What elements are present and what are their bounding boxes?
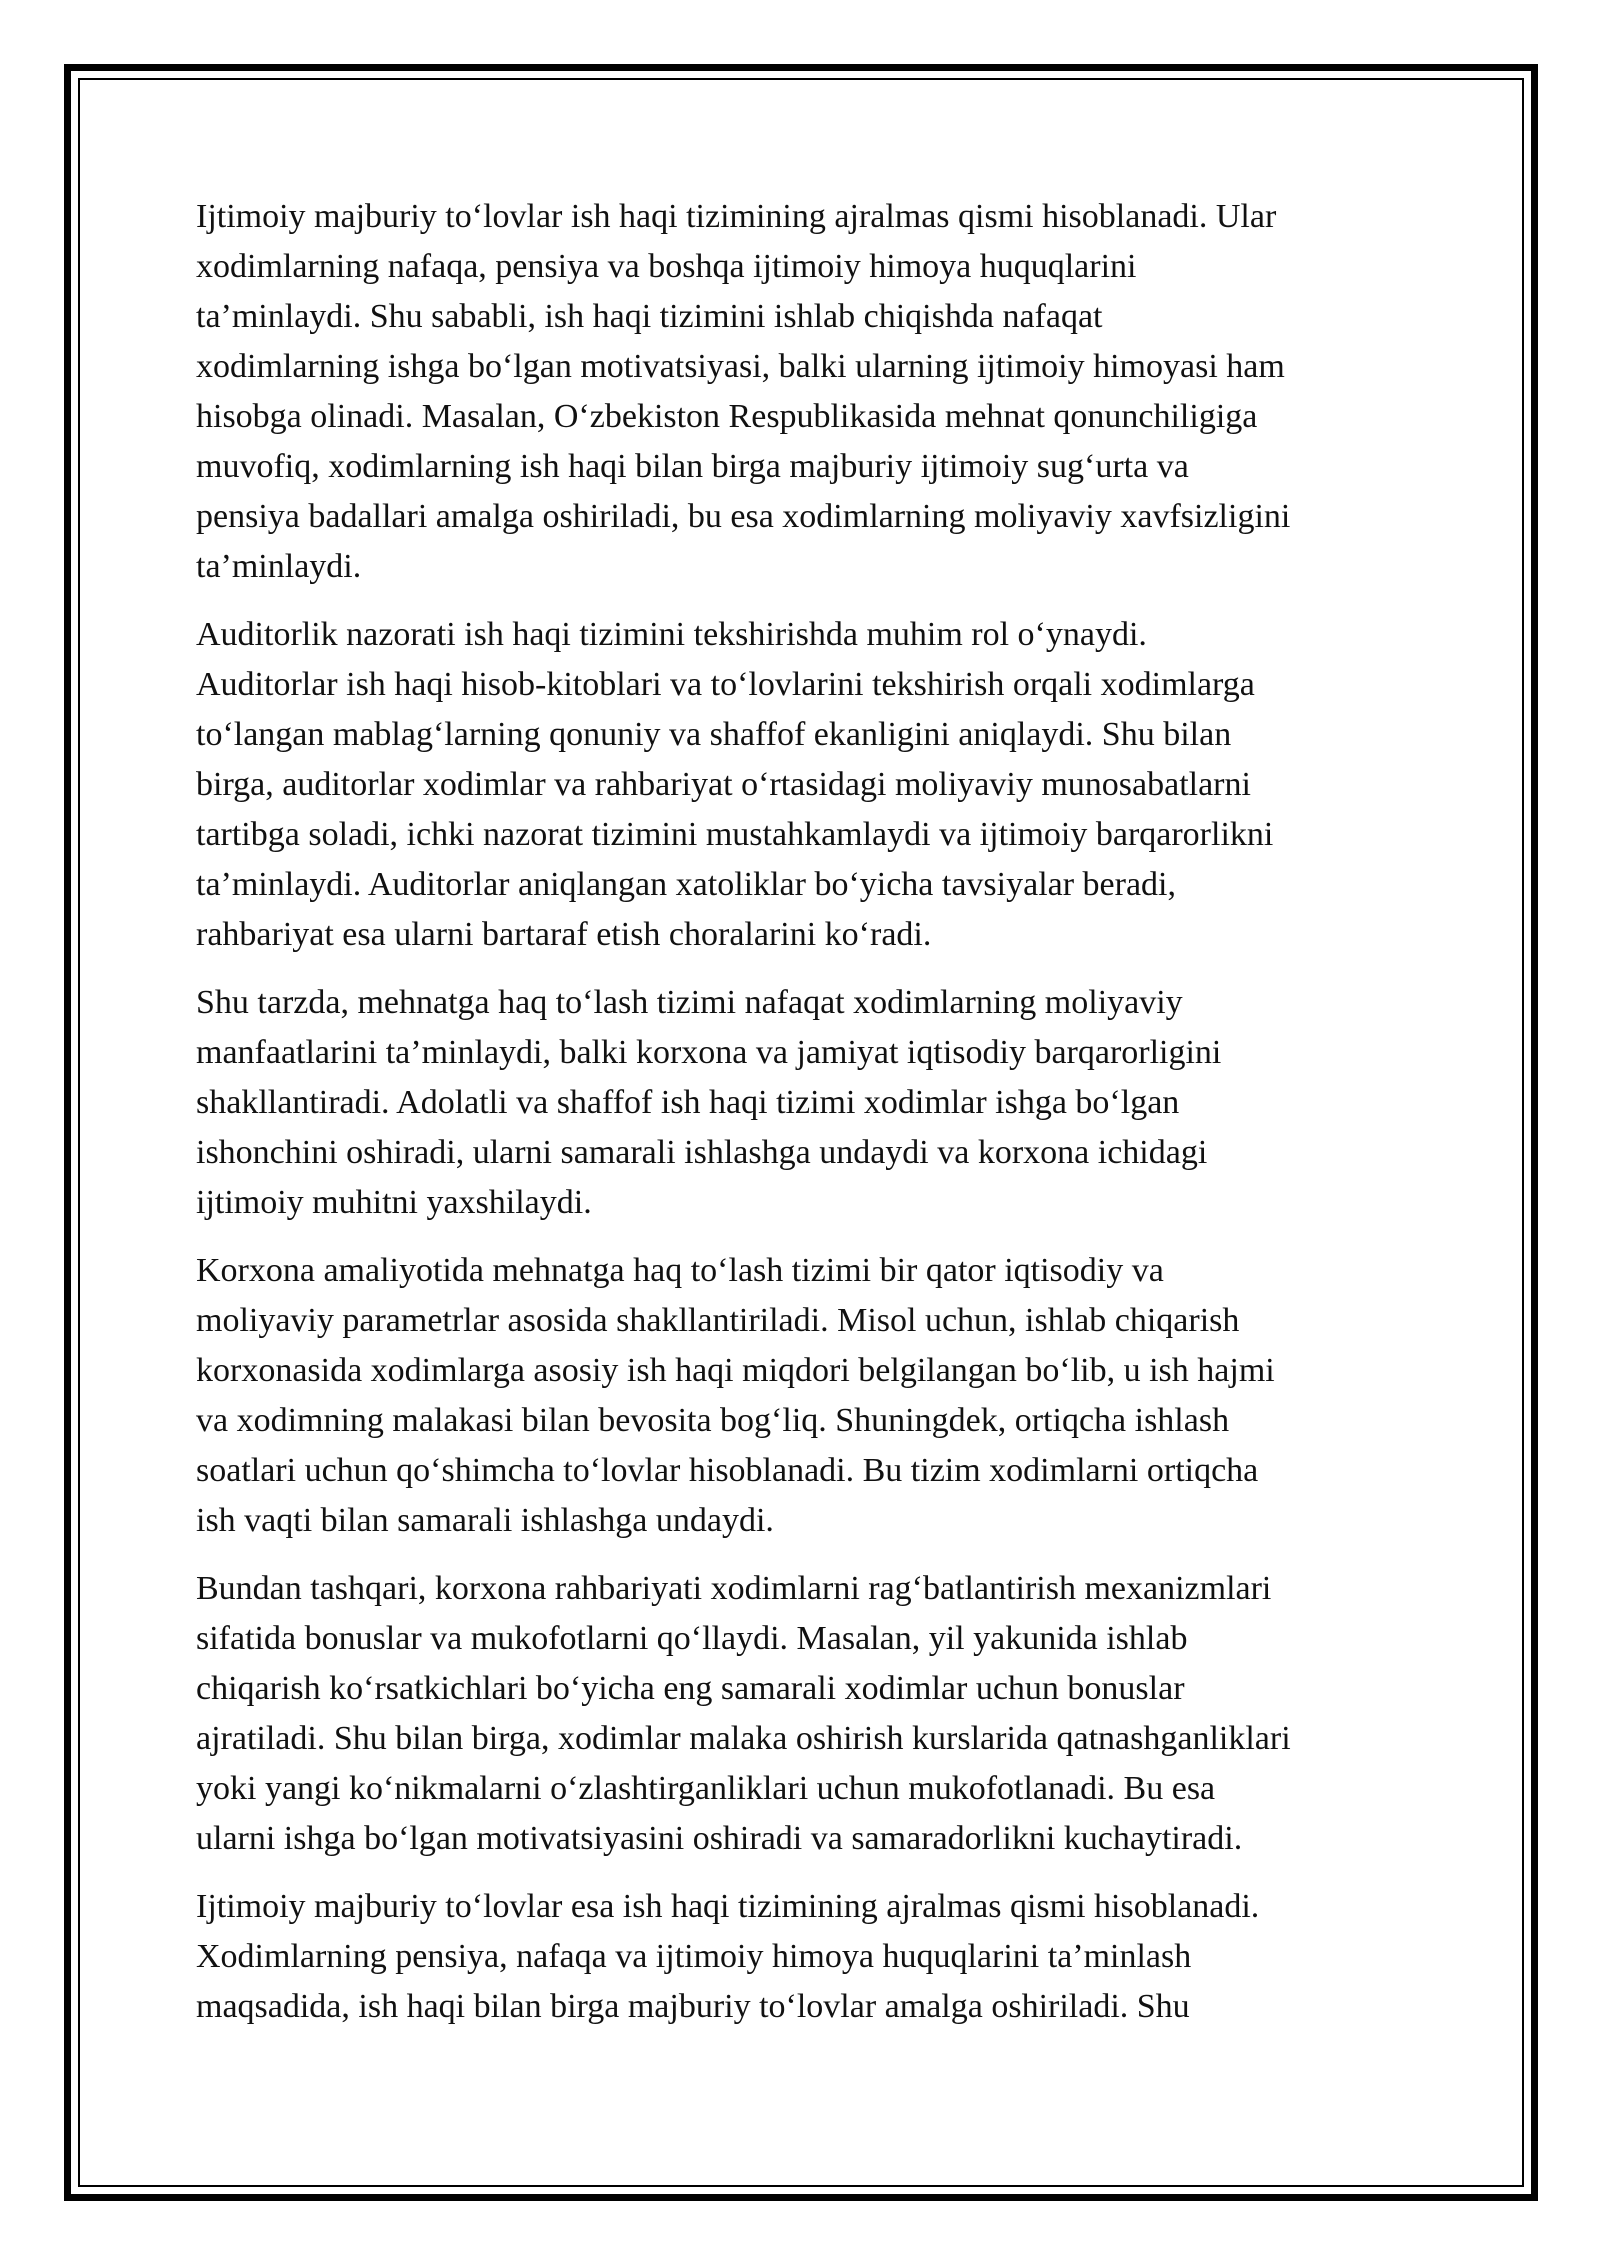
text-line: ularni ishga bo‘lgan motivatsiyasini oshiradi va samaradorlikni kuchaytiradi. — [196, 1820, 1243, 1857]
text-line: hisobga olinadi. Masalan, O‘zbekiston Respublikasida mehnat qonunchiligiga — [196, 398, 1258, 435]
text-line: ishonchini oshiradi, ularni samarali ishlashga undaydi va korxona ichidagi — [196, 1134, 1208, 1171]
text-line: korxonasida xodimlarga asosiy ish haqi miqdori belgilangan bo‘lib, u ish hajmi — [196, 1352, 1275, 1389]
text-line: ajratiladi. Shu bilan birga, xodimlar malaka oshirish kurslarida qatnashganliklari — [196, 1720, 1291, 1757]
text-line: Ijtimoiy majburiy to‘lovlar esa ish haqi tizimining ajralmas qismi hisoblanadi. — [196, 1888, 1260, 1925]
text-line: ta’minlaydi. Shu sababli, ish haqi tizimini ishlab chiqishda nafaqat — [196, 298, 1103, 335]
text-line: xodimlarning ishga bo‘lgan motivatsiyasi, balki ularning ijtimoiy himoyasi ham — [196, 348, 1285, 385]
text-line: ish vaqti bilan samarali ishlashga undaydi. — [196, 1502, 774, 1539]
paragraph-1 — [196, 192, 1436, 592]
paragraph-6 — [196, 1882, 1436, 2032]
text-line: Auditorlik nazorati ish haqi tizimini tekshirishda muhim rol o‘ynaydi. — [196, 616, 1147, 653]
text-line: xodimlarning nafaqa, pensiya va boshqa ijtimoiy himoya huquqlarini — [196, 248, 1137, 285]
text-line: tartibga soladi, ichki nazorat tizimini mustahkamlaydi va ijtimoiy barqarorlikni — [196, 816, 1274, 853]
text-line: Shu tarzda, mehnatga haq to‘lash tizimi nafaqat xodimlarning moliyaviy — [196, 984, 1183, 1021]
text-line: shakllantiradi. Adolatli va shaffof ish haqi tizimi xodimlar ishga bo‘lgan — [196, 1084, 1180, 1121]
text-line: muvofiq, xodimlarning ish haqi bilan birga majburiy ijtimoiy sug‘urta va — [196, 448, 1189, 485]
text-line: manfaatlarini ta’minlaydi, balki korxona va jamiyat iqtisodiy barqarorligini — [196, 1034, 1222, 1071]
text-line: soatlari uchun qo‘shimcha to‘lovlar hisoblanadi. Bu tizim xodimlarni ortiqcha — [196, 1452, 1259, 1489]
document-body — [196, 192, 1436, 2050]
text-line: pensiya badallari amalga oshiriladi, bu esa xodimlarning moliyaviy xavfsizligini — [196, 498, 1291, 535]
text-line: rahbariyat esa ularni bartaraf etish choralarini ko‘radi. — [196, 916, 932, 953]
text-line: ta’minlaydi. Auditorlar aniqlangan xatoliklar bo‘yicha tavsiyalar beradi, — [196, 866, 1177, 903]
text-line: ta’minlaydi. — [196, 548, 362, 585]
paragraph-3 — [196, 978, 1436, 1228]
text-line: Ijtimoiy majburiy to‘lovlar ish haqi tizimining ajralmas qismi hisoblanadi. Ular — [196, 198, 1277, 235]
text-line: chiqarish ko‘rsatkichlari bo‘yicha eng samarali xodimlar uchun bonuslar — [196, 1670, 1185, 1707]
text-line: yoki yangi ko‘nikmalarni o‘zlashtirganliklari uchun mukofotlanadi. Bu esa — [196, 1770, 1216, 1807]
text-line: Xodimlarning pensiya, nafaqa va ijtimoiy himoya huquqlarini ta’minlash — [196, 1938, 1192, 1975]
text-line: Auditorlar ish haqi hisob-kitoblari va to‘lovlarini tekshirish orqali xodimlarga — [196, 666, 1255, 703]
text-line: to‘langan mablag‘larning qonuniy va shaffof ekanligini aniqlaydi. Shu bilan — [196, 716, 1232, 753]
text-line: moliyaviy parametrlar asosida shakllantiriladi. Misol uchun, ishlab chiqarish — [196, 1302, 1240, 1339]
paragraph-2 — [196, 610, 1436, 960]
text-line: maqsadida, ish haqi bilan birga majburiy to‘lovlar amalga oshiriladi. Shu — [196, 1988, 1190, 2025]
paragraph-5 — [196, 1564, 1436, 1864]
text-line: Bundan tashqari, korxona rahbariyati xodimlarni rag‘batlantirish mexanizmlari — [196, 1570, 1272, 1607]
text-line: birga, auditorlar xodimlar va rahbariyat o‘rtasidagi moliyaviy munosabatlarni — [196, 766, 1251, 803]
text-line: va xodimning malakasi bilan bevosita bog‘liq. Shuningdek, ortiqcha ishlash — [196, 1402, 1230, 1439]
paragraph-4 — [196, 1246, 1436, 1546]
text-line: ijtimoiy muhitni yaxshilaydi. — [196, 1184, 592, 1221]
text-line: sifatida bonuslar va mukofotlarni qo‘llaydi. Masalan, yil yakunida ishlab — [196, 1620, 1188, 1657]
text-line: Korxona amaliyotida mehnatga haq to‘lash tizimi bir qator iqtisodiy va — [196, 1252, 1164, 1289]
